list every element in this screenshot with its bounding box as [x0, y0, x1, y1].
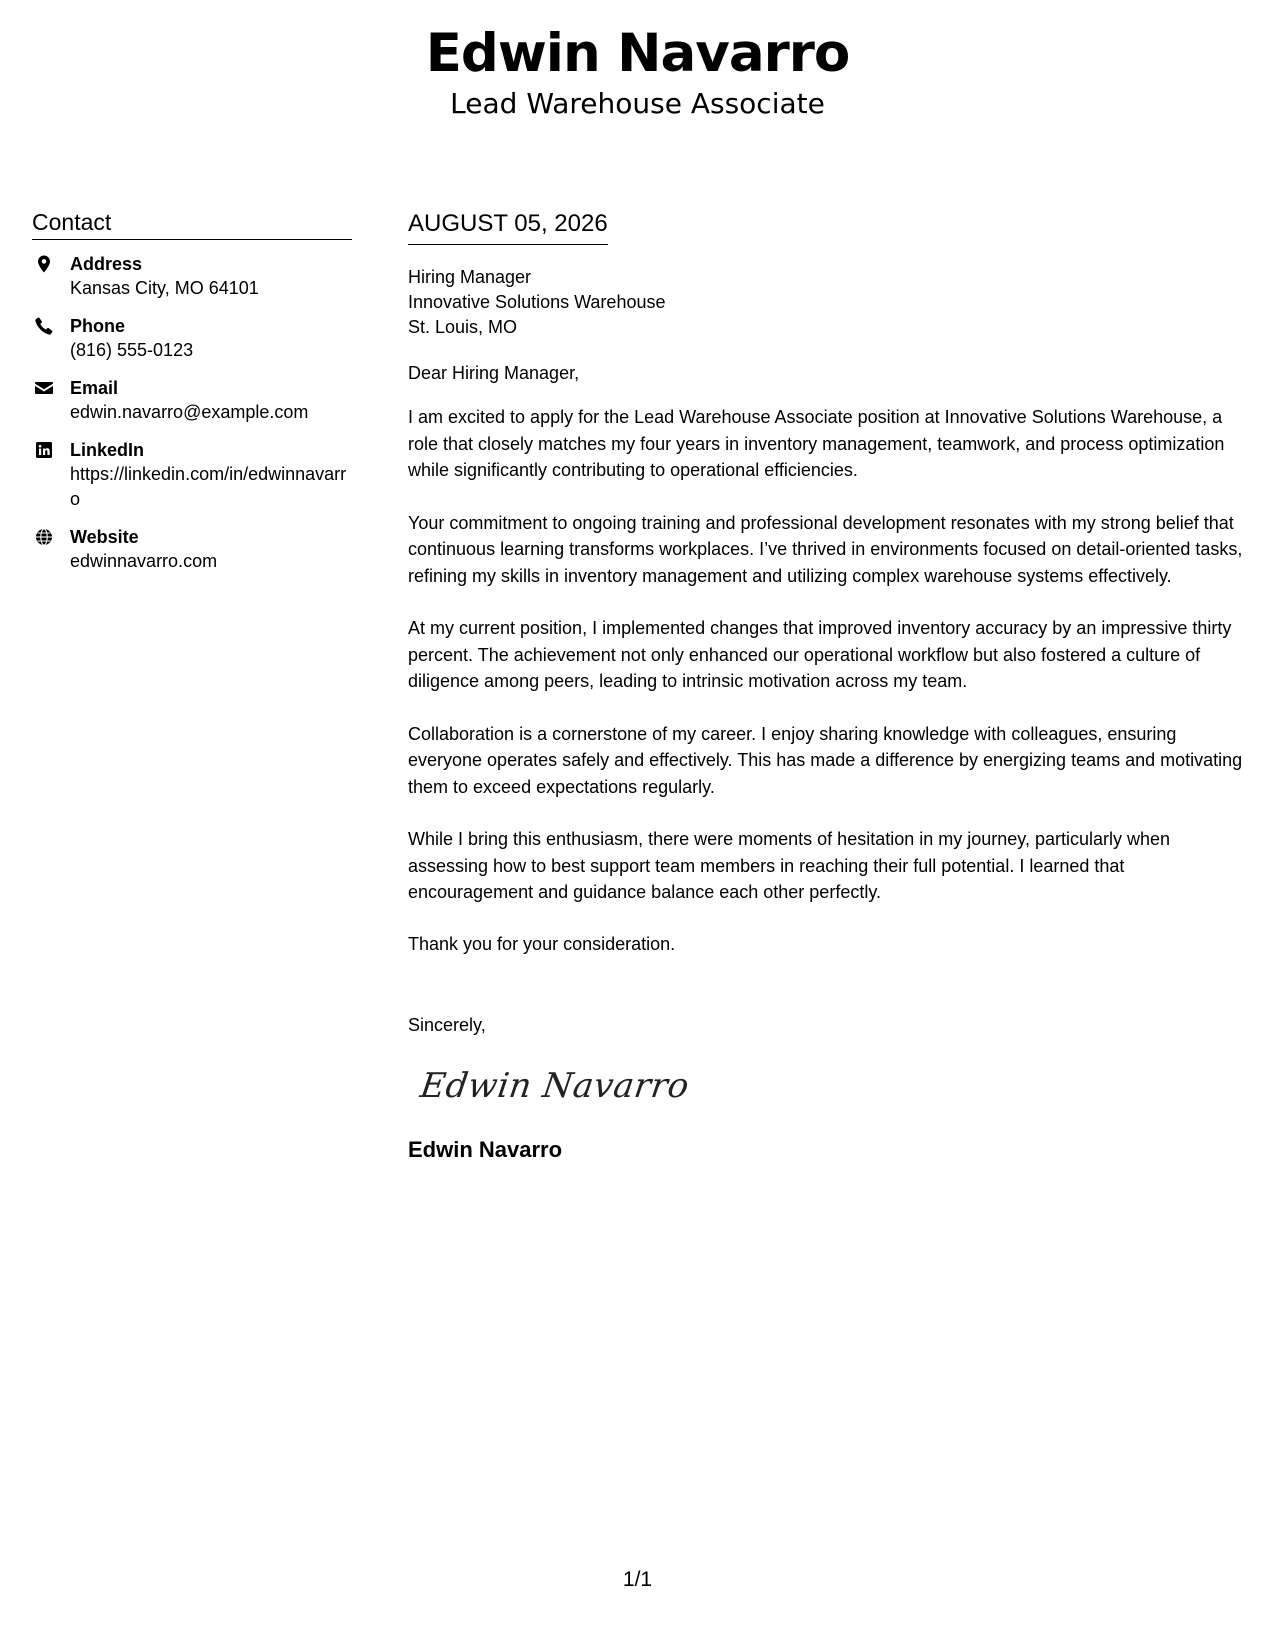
contact-value: edwin.navarro@example.com — [70, 402, 309, 422]
letter-paragraph: At my current position, I implemented changes that improved inventory accuracy by an impressive thirty percent. The achievement not only enhanced our operational workflow but also fostered a culture of diligence among peers, leading to intrinsic motivation across my team. — [408, 618, 1232, 691]
applicant-job-title: Lead Warehouse Associate — [450, 87, 825, 120]
salutation: Dear Hiring Manager, — [408, 363, 580, 383]
letter-paragraph: I am excited to apply for the Lead Warehouse Associate position at Innovative Solutions Warehouse, a role that closely matches my four years in inventory management, teamwork, and process optimization while significantly contributing to operational efficiencies. — [408, 407, 1225, 480]
closing-thanks: Thank you for your consideration. — [408, 933, 676, 954]
recipient-company: Innovative Solutions Warehouse — [408, 292, 666, 312]
closing-sincerely: Sincerely, — [408, 1014, 486, 1035]
contact-item-linkedin — [32, 438, 352, 512]
contact-item-website — [32, 525, 352, 574]
map-pin-icon — [34, 254, 54, 274]
contact-heading: Contact — [32, 208, 352, 240]
letter-paragraph: While I bring this enthusiasm, there were moments of hesitation in my journey, particularly when assessing how to best support team members in reaching their full potential. I learned that encouragement and guidance balance each other perfectly. — [408, 829, 1171, 902]
globe-icon — [34, 527, 54, 547]
contact-item-phone — [32, 314, 352, 363]
contact-value: edwinnavarro.com — [70, 551, 218, 571]
contact-value: https://linkedin.com/in/edwinnavarro — [70, 464, 347, 509]
letter-date: AUGUST 05, 2026 — [408, 210, 608, 237]
envelope-icon — [34, 378, 54, 398]
contact-item-address — [32, 252, 352, 301]
contact-sidebar — [32, 208, 352, 587]
contact-label: LinkedIn — [70, 440, 145, 460]
letter-header — [0, 22, 1275, 122]
signer-name: Edwin Navarro — [408, 1136, 563, 1162]
contact-value: (816) 555-0123 — [70, 340, 194, 360]
contact-label: Phone — [70, 316, 126, 336]
letter-paragraph: Collaboration is a cornerstone of my career. I enjoy sharing knowledge with colleagues, ensuring everyone operates safely and effectively. This has made a difference by energizing teams and motivating them to exceed expectations regularly. — [408, 723, 1243, 797]
phone-icon — [34, 316, 54, 336]
contact-label: Website — [70, 527, 139, 547]
recipient-location: St. Louis, MO — [408, 317, 518, 337]
applicant-name: Edwin Navarro — [425, 23, 850, 84]
contact-value: Kansas City, MO 64101 — [70, 278, 259, 298]
letter-paragraph: Your commitment to ongoing training and professional development resonates with my strong belief that continuous learning transforms workplaces. I’ve thrived in environments focused on detail-oriented tasks, refining my skills in inventory management and utilizing complex warehouse systems effectively. — [408, 512, 1243, 586]
letter-date-block — [408, 208, 608, 245]
contact-item-email — [32, 376, 352, 425]
contact-label: Email — [70, 378, 119, 398]
linkedin-icon — [34, 440, 54, 460]
handwritten-signature: Edwin Navarro — [417, 1065, 692, 1106]
letter-body — [408, 208, 1248, 1164]
page-number: 1/1 — [622, 1568, 653, 1591]
contact-label: Address — [70, 254, 143, 274]
recipient-block — [408, 265, 1248, 340]
recipient-name: Hiring Manager — [408, 267, 532, 287]
